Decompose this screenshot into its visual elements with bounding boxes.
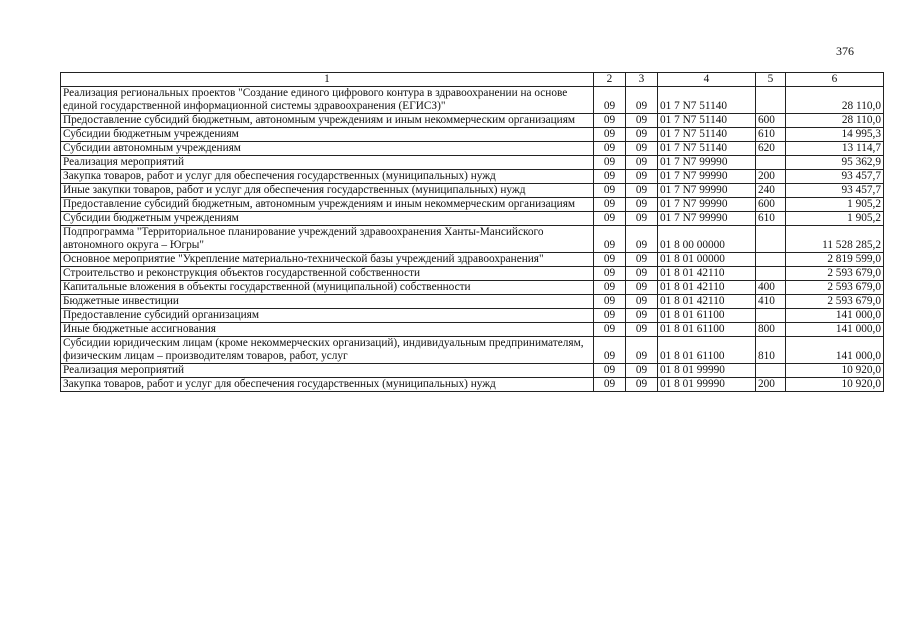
cell-subsection: 09 — [626, 142, 658, 156]
cell-section: 09 — [594, 198, 626, 212]
header-cell-amount: 6 — [786, 73, 884, 87]
cell-subsection: 09 — [626, 364, 658, 378]
cell-section: 09 — [594, 309, 626, 323]
cell-amount: 141 000,0 — [786, 323, 884, 337]
table-row — [61, 253, 884, 267]
cell-section: 09 — [594, 128, 626, 142]
cell-subsection: 09 — [626, 253, 658, 267]
cell-name: Реализация мероприятий — [61, 364, 594, 378]
cell-target-article: 01 7 N7 51140 — [658, 128, 756, 142]
cell-expense-type: 400 — [756, 281, 786, 295]
cell-expense-type — [756, 364, 786, 378]
cell-target-article: 01 8 01 61100 — [658, 337, 756, 364]
cell-section: 09 — [594, 212, 626, 226]
table-row — [61, 198, 884, 212]
cell-section: 09 — [594, 337, 626, 364]
cell-section: 09 — [594, 378, 626, 392]
cell-amount: 1 905,2 — [786, 198, 884, 212]
cell-expense-type: 240 — [756, 184, 786, 198]
table-row — [61, 281, 884, 295]
header-cell-csr: 4 — [658, 73, 756, 87]
cell-target-article: 01 8 01 99990 — [658, 378, 756, 392]
cell-subsection: 09 — [626, 226, 658, 253]
header-cell-name: 1 — [61, 73, 594, 87]
cell-name: Субсидии автономным учреждениям — [61, 142, 594, 156]
cell-name: Подпрограмма "Территориальное планирование учреждений здравоохранения Ханты-Мансийского автономного округа – Югры" — [61, 226, 594, 253]
cell-section: 09 — [594, 364, 626, 378]
cell-amount: 93 457,7 — [786, 184, 884, 198]
cell-subsection: 09 — [626, 87, 658, 114]
cell-amount: 2 593 679,0 — [786, 295, 884, 309]
cell-subsection: 09 — [626, 281, 658, 295]
cell-name: Субсидии бюджетным учреждениям — [61, 212, 594, 226]
cell-amount: 2 819 599,0 — [786, 253, 884, 267]
table-row — [61, 142, 884, 156]
cell-subsection: 09 — [626, 170, 658, 184]
cell-expense-type: 200 — [756, 378, 786, 392]
cell-subsection: 09 — [626, 198, 658, 212]
cell-target-article: 01 7 N7 51140 — [658, 114, 756, 128]
cell-expense-type — [756, 253, 786, 267]
cell-amount: 28 110,0 — [786, 87, 884, 114]
cell-target-article: 01 8 01 61100 — [658, 323, 756, 337]
cell-name: Предоставление субсидий бюджетным, автономным учреждениям и иным некоммерческим организациям — [61, 114, 594, 128]
cell-subsection: 09 — [626, 295, 658, 309]
cell-expense-type: 600 — [756, 198, 786, 212]
cell-name: Капитальные вложения в объекты государственной (муниципальной) собственности — [61, 281, 594, 295]
cell-amount: 2 593 679,0 — [786, 281, 884, 295]
table-row — [61, 114, 884, 128]
cell-subsection: 09 — [626, 323, 658, 337]
cell-section: 09 — [594, 87, 626, 114]
cell-name: Реализация региональных проектов "Создание единого цифрового контура в здравоохранении на основе единой государственной информационной системы здравоохранения (ЕГИСЗ)" — [61, 87, 594, 114]
cell-subsection: 09 — [626, 267, 658, 281]
cell-subsection: 09 — [626, 212, 658, 226]
cell-expense-type: 810 — [756, 337, 786, 364]
cell-target-article: 01 7 N7 51140 — [658, 87, 756, 114]
cell-expense-type — [756, 156, 786, 170]
cell-amount: 93 457,7 — [786, 170, 884, 184]
table-row — [61, 212, 884, 226]
table-row — [61, 295, 884, 309]
cell-amount: 2 593 679,0 — [786, 267, 884, 281]
cell-amount: 95 362,9 — [786, 156, 884, 170]
table-row — [61, 309, 884, 323]
table-row — [61, 364, 884, 378]
cell-name: Иные бюджетные ассигнования — [61, 323, 594, 337]
cell-section: 09 — [594, 226, 626, 253]
cell-subsection: 09 — [626, 184, 658, 198]
cell-amount: 28 110,0 — [786, 114, 884, 128]
cell-name: Реализация мероприятий — [61, 156, 594, 170]
cell-expense-type — [756, 309, 786, 323]
header-cell-pr: 3 — [626, 73, 658, 87]
cell-target-article: 01 7 N7 99990 — [658, 198, 756, 212]
cell-name: Субсидии юридическим лицам (кроме некоммерческих организаций), индивидуальным предпринимателям, физическим лицам – производителям товаров, работ, услуг — [61, 337, 594, 364]
table-row — [61, 156, 884, 170]
cell-name: Иные закупки товаров, работ и услуг для обеспечения государственных (муниципальных) нужд — [61, 184, 594, 198]
cell-subsection: 09 — [626, 128, 658, 142]
table-row — [61, 128, 884, 142]
cell-expense-type: 200 — [756, 170, 786, 184]
cell-section: 09 — [594, 184, 626, 198]
cell-target-article: 01 7 N7 99990 — [658, 184, 756, 198]
cell-amount: 1 905,2 — [786, 212, 884, 226]
table-row — [61, 184, 884, 198]
cell-target-article: 01 8 01 00000 — [658, 253, 756, 267]
cell-target-article: 01 8 01 99990 — [658, 364, 756, 378]
cell-target-article: 01 8 01 42110 — [658, 281, 756, 295]
cell-expense-type: 610 — [756, 212, 786, 226]
table-row — [61, 323, 884, 337]
cell-subsection: 09 — [626, 309, 658, 323]
cell-amount: 11 528 285,2 — [786, 226, 884, 253]
cell-section: 09 — [594, 170, 626, 184]
table-row — [61, 226, 884, 253]
header-row — [61, 73, 884, 87]
table-row — [61, 337, 884, 364]
cell-subsection: 09 — [626, 114, 658, 128]
cell-section: 09 — [594, 281, 626, 295]
cell-name: Субсидии бюджетным учреждениям — [61, 128, 594, 142]
cell-expense-type: 800 — [756, 323, 786, 337]
cell-amount: 141 000,0 — [786, 337, 884, 364]
cell-subsection: 09 — [626, 337, 658, 364]
cell-expense-type — [756, 267, 786, 281]
cell-name: Предоставление субсидий бюджетным, автономным учреждениям и иным некоммерческим организациям — [61, 198, 594, 212]
cell-section: 09 — [594, 253, 626, 267]
cell-target-article: 01 8 01 42110 — [658, 295, 756, 309]
cell-name: Бюджетные инвестиции — [61, 295, 594, 309]
cell-name: Предоставление субсидий организациям — [61, 309, 594, 323]
budget-table — [60, 72, 884, 392]
header-cell-vr: 5 — [756, 73, 786, 87]
cell-subsection: 09 — [626, 378, 658, 392]
cell-amount: 10 920,0 — [786, 378, 884, 392]
cell-section: 09 — [594, 323, 626, 337]
cell-section: 09 — [594, 114, 626, 128]
cell-name: Основное мероприятие "Укрепление материально-технической базы учреждений здравоохранения" — [61, 253, 594, 267]
cell-amount: 141 000,0 — [786, 309, 884, 323]
cell-target-article: 01 8 01 42110 — [658, 267, 756, 281]
table-row — [61, 87, 884, 114]
page-number: 376 — [836, 44, 854, 58]
cell-section: 09 — [594, 267, 626, 281]
cell-expense-type: 410 — [756, 295, 786, 309]
cell-target-article: 01 8 01 61100 — [658, 309, 756, 323]
cell-expense-type — [756, 87, 786, 114]
cell-target-article: 01 8 00 00000 — [658, 226, 756, 253]
cell-target-article: 01 7 N7 99990 — [658, 156, 756, 170]
cell-name: Строительство и реконструкция объектов государственной собственности — [61, 267, 594, 281]
cell-section: 09 — [594, 142, 626, 156]
cell-amount: 14 995,3 — [786, 128, 884, 142]
cell-name: Закупка товаров, работ и услуг для обеспечения государственных (муниципальных) нужд — [61, 170, 594, 184]
cell-amount: 10 920,0 — [786, 364, 884, 378]
cell-amount: 13 114,7 — [786, 142, 884, 156]
cell-section: 09 — [594, 295, 626, 309]
cell-expense-type: 600 — [756, 114, 786, 128]
table-row — [61, 170, 884, 184]
cell-expense-type: 620 — [756, 142, 786, 156]
cell-subsection: 09 — [626, 156, 658, 170]
cell-name: Закупка товаров, работ и услуг для обеспечения государственных (муниципальных) нужд — [61, 378, 594, 392]
cell-expense-type: 610 — [756, 128, 786, 142]
header-cell-rz: 2 — [594, 73, 626, 87]
cell-expense-type — [756, 226, 786, 253]
cell-target-article: 01 7 N7 99990 — [658, 212, 756, 226]
cell-target-article: 01 7 N7 99990 — [658, 170, 756, 184]
table-row — [61, 378, 884, 392]
cell-section: 09 — [594, 156, 626, 170]
cell-target-article: 01 7 N7 51140 — [658, 142, 756, 156]
table-body — [61, 87, 884, 392]
table-row — [61, 267, 884, 281]
